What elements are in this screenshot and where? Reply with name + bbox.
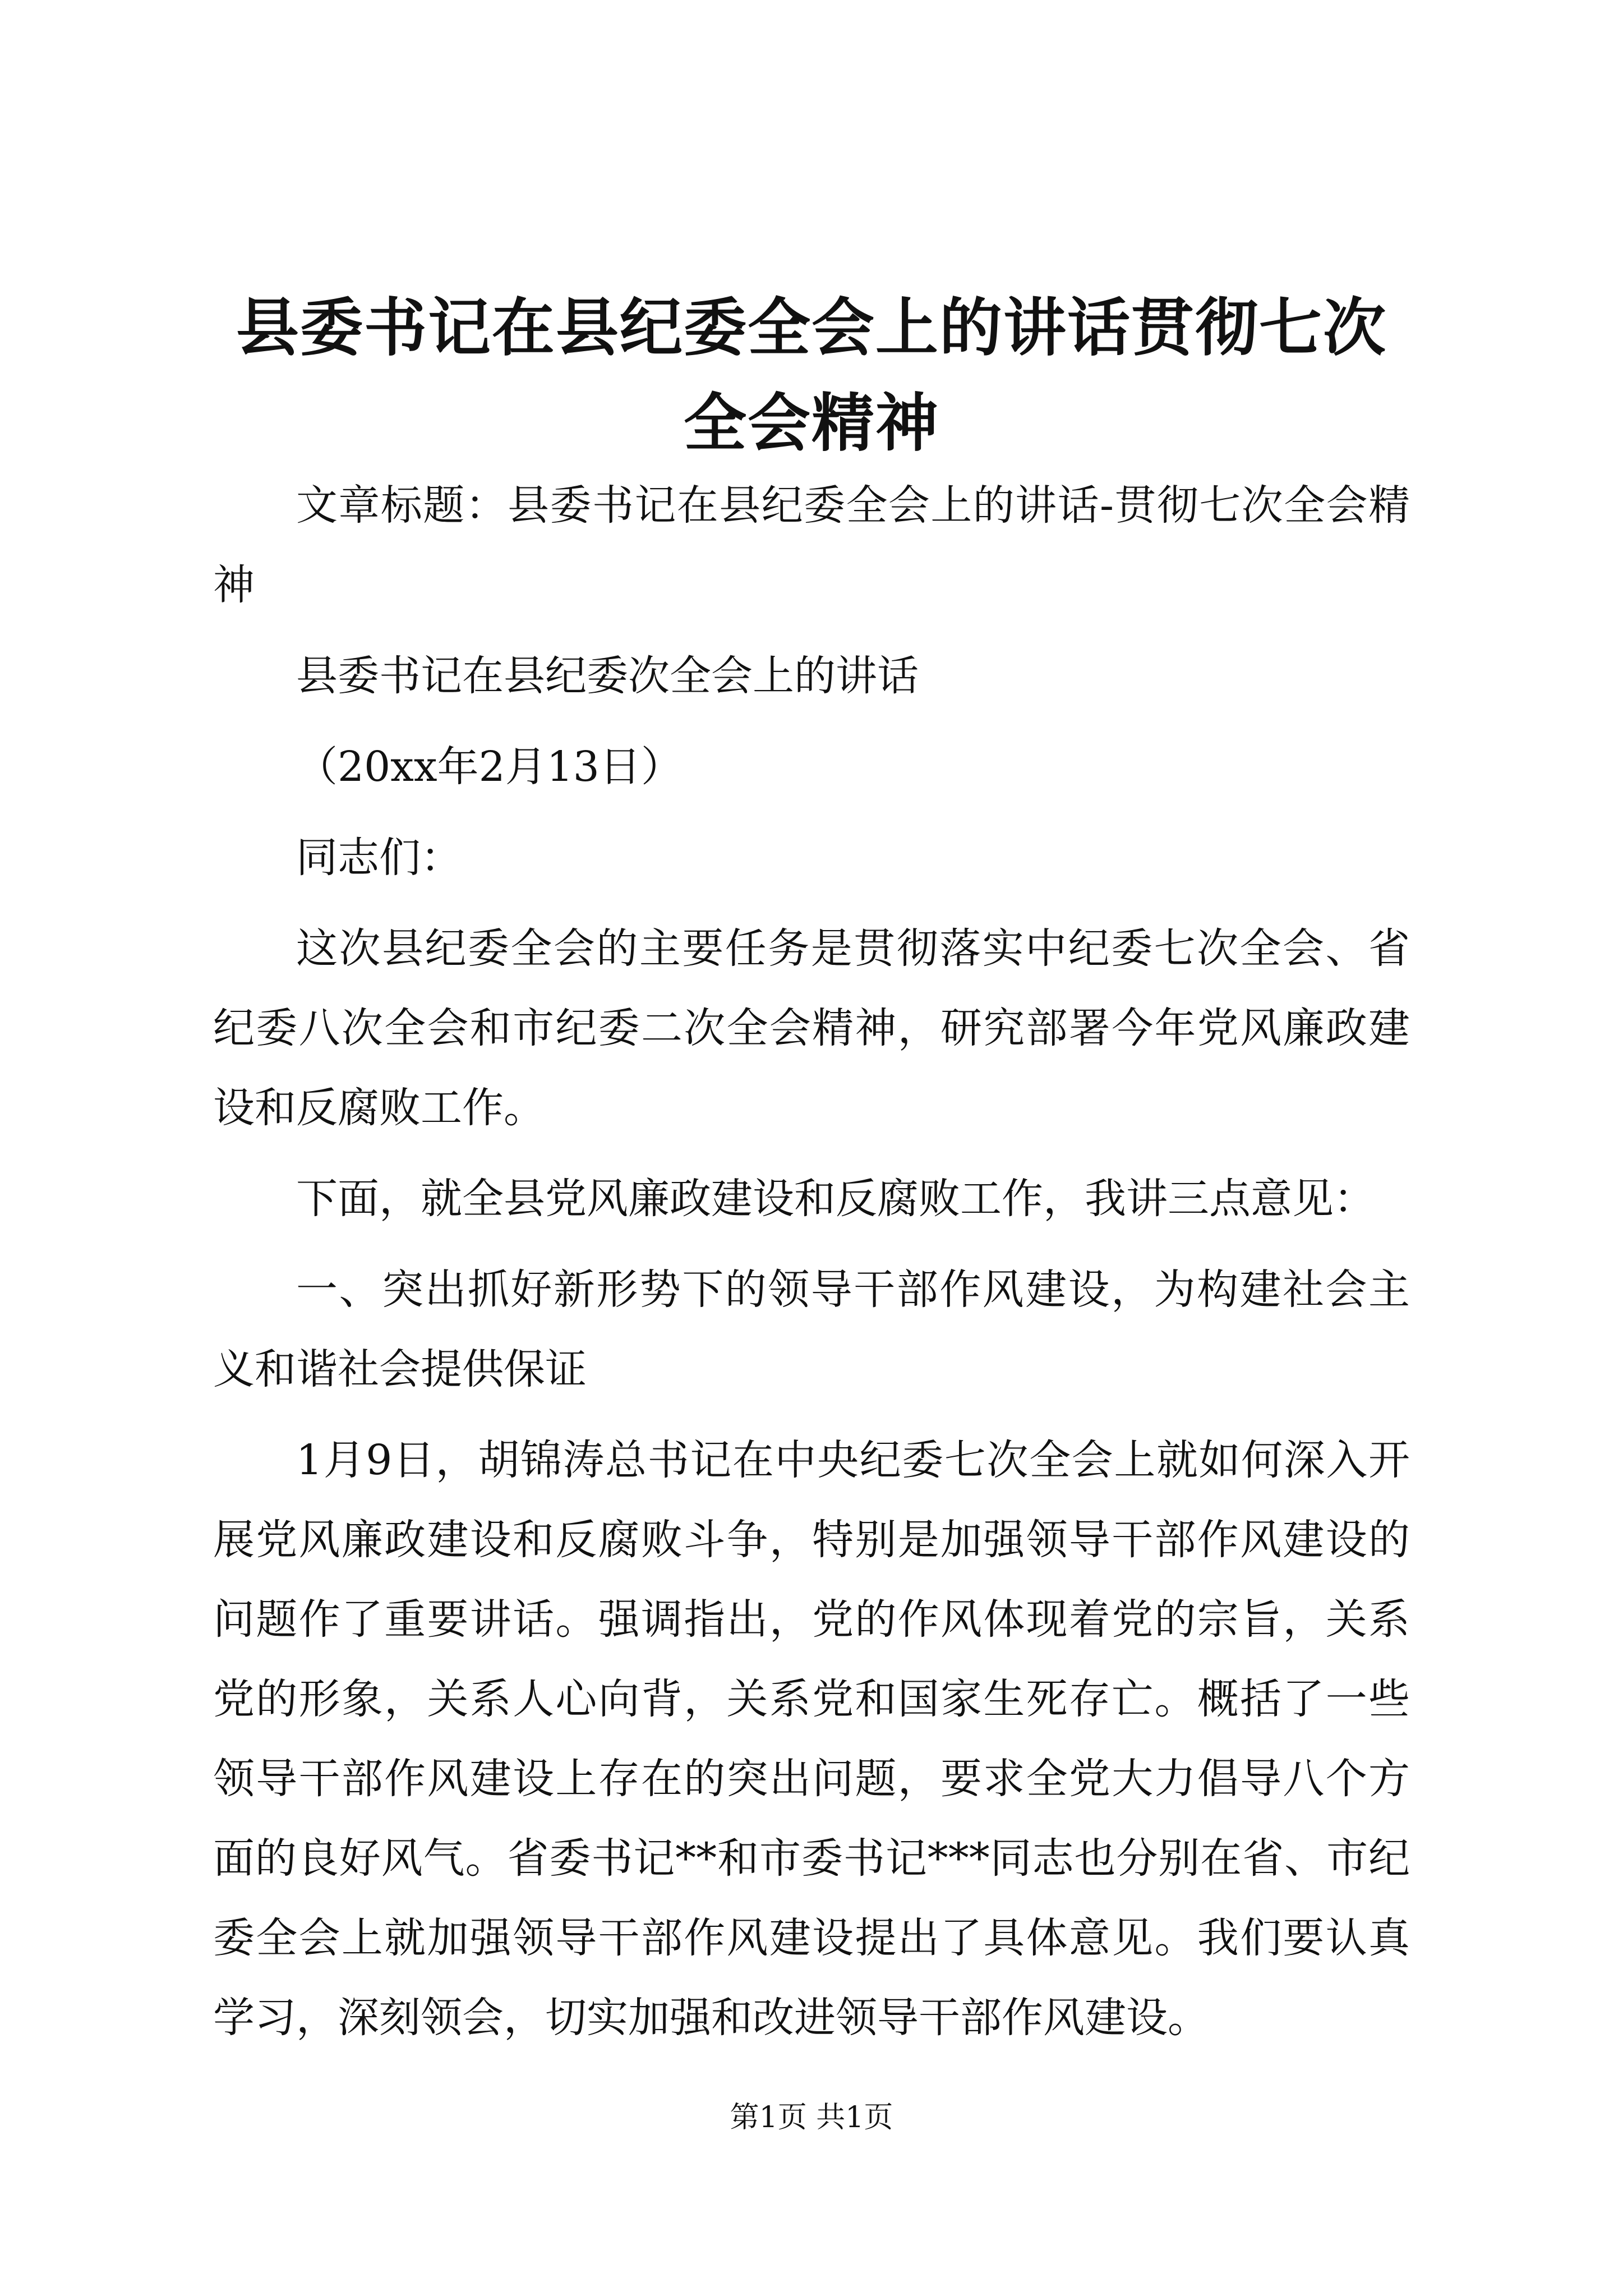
- salutation: 同志们：: [296, 834, 462, 882]
- article-title-line: 文章标题：县委书记在县纪委全会上的讲话-贯彻七次全会精神: [213, 481, 1410, 609]
- body-paragraph: 1月9日，胡锦涛总书记在中央纪委七次全会上就如何深入开展党风廉政建设和反腐败斗争，特别是加强领导干部作风建设的问题作了重要讲话。强调指出，党的作风体现着党的宗旨，关系党的形象，关系人心向背，关系党和国家生死存亡。概括了一些领导干部作风建设上存在的突出问题，要求全党大力倡导八个方面的良好风气。省委书记**和市委书记***同志也分别在省、市纪委全会上就加强领导干部作风建设提出了具体意见。我们要认真学习，深刻领会，切实加强和改进领导干部作风建设。: [213, 1436, 1410, 2042]
- speech-date: （20xx年2月13日）: [296, 743, 683, 791]
- body-paragraph: 下面，就全县党风廉政建设和反腐败工作，我讲三点意见：: [296, 1175, 1375, 1223]
- document-body: [213, 466, 1410, 2069]
- section-heading: 一、突出抓好新形势下的领导干部作风建设，为构建社会主义和谐社会提供保证: [213, 1266, 1410, 1393]
- page-footer: 第1页 共1页: [730, 2101, 893, 2134]
- document-title: 县委书记在县纪委全会上的讲话贯彻七次全会精神: [236, 292, 1387, 460]
- body-paragraph: 这次县纪委全会的主要任务是贯彻落实中纪委七次全会、省纪委八次全会和市纪委二次全会精神，研究部署今年党风廉政建设和反腐败工作。: [213, 924, 1410, 1132]
- speech-heading: 县委书记在县纪委次全会上的讲话: [296, 652, 919, 700]
